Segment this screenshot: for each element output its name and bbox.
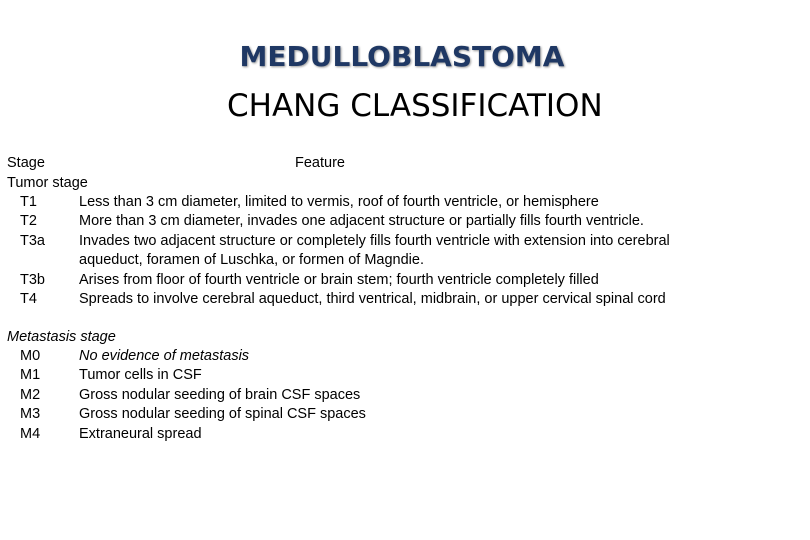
metastasis-stage-heading: Metastasis stage (7, 329, 116, 345)
stage-code: T2 (20, 213, 37, 230)
stage-code: T4 (20, 291, 37, 307)
slide-title: MEDULLOBLASTOMA (239, 40, 565, 73)
stage-description: No evidence of metastasis (79, 348, 250, 364)
stage-description: Tumor cells in CSF (79, 367, 202, 384)
stage-code: M1 (20, 367, 41, 384)
stage-code: T1 (20, 194, 37, 210)
column-header-stage: Stage (7, 155, 45, 171)
stage-description: Gross nodular seeding of spinal CSF spaces (79, 406, 366, 423)
stage-description: Spreads to involve cerebral aqueduct, third ventrical, midbrain, or upper cervical spinal cord (79, 291, 666, 307)
tumor-stage-heading: Tumor stage (7, 175, 88, 191)
stage-description: Invades two adjacent structure or completely fills fourth ventricle with extension into cerebral (79, 232, 670, 249)
stage-description: More than 3 cm diameter, invades one adjacent structure or partially fills fourth ventricle. (79, 213, 644, 230)
stage-code: M0 (20, 348, 41, 364)
stage-description-continued: aqueduct, foramen of Luschka, or formen of Magndie. (79, 252, 424, 269)
column-header-feature: Feature (295, 155, 345, 171)
stage-description: Extraneural spread (79, 425, 202, 442)
stage-description: Less than 3 cm diameter, limited to vermis, roof of fourth ventricle, or hemisphere (79, 194, 599, 210)
stage-code: T3b (20, 271, 45, 288)
stage-code: T3a (20, 232, 45, 249)
slide-subtitle: CHANG CLASSIFICATION (227, 88, 603, 124)
stage-code: M2 (20, 386, 41, 403)
stage-code: M4 (20, 425, 41, 442)
stage-code: M3 (20, 406, 41, 423)
stage-description: Arises from floor of fourth ventricle or brain stem; fourth ventricle completely filled (79, 271, 599, 288)
stage-description: Gross nodular seeding of brain CSF spaces (79, 386, 361, 403)
